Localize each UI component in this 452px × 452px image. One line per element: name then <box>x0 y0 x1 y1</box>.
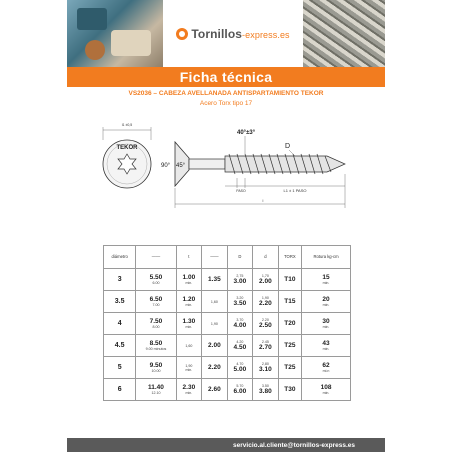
cell-rotura-value: 108 <box>320 384 332 391</box>
cell-col-D <box>227 313 253 335</box>
cell-col-t-value: min. <box>185 391 193 395</box>
thread-diameter-label: D <box>285 143 291 150</box>
cell-rotura-value: min. <box>322 347 330 351</box>
cell-col-3-value: 2.00 <box>208 342 221 349</box>
pitch-label: PASO <box>236 189 246 193</box>
header-photo-workshop <box>67 0 163 67</box>
cell-col-d <box>253 291 279 313</box>
cell-torx <box>278 313 301 335</box>
cell-col-d-value: 3.10 <box>259 366 272 373</box>
cell-diameter <box>104 269 136 291</box>
footer-bar <box>67 438 385 452</box>
header-col-d: d <box>253 246 279 269</box>
cell-torx-value: T25 <box>284 342 296 349</box>
cell-col-D <box>227 335 253 357</box>
cell-rotura-value: 30 <box>322 318 330 325</box>
cell-col-1-value: 12.10 <box>151 391 161 395</box>
cell-col-1-value: 6.50 <box>149 296 163 303</box>
cell-col-d <box>253 357 279 379</box>
cell-diameter <box>104 357 136 379</box>
cell-rotura <box>302 291 351 313</box>
cell-col-1-value: 9.00 minutos <box>145 347 167 351</box>
head-brand-text: TEKOR <box>116 145 138 151</box>
cell-col-t-value: min. <box>185 303 193 307</box>
cell-col-d-value: 1,90 <box>261 296 269 300</box>
cell-rotura-value: 20 <box>322 296 330 303</box>
cell-col-D <box>227 357 253 379</box>
cell-torx-value: T10 <box>284 276 296 283</box>
cell-col-D-value: 3.70 <box>236 318 244 322</box>
cell-col-D-value: 4.20 <box>236 340 244 344</box>
product-material: Acero Torx tipo 17 <box>199 100 253 107</box>
cell-col-d <box>253 313 279 335</box>
header-col-1: —— <box>136 246 176 269</box>
screw-thread <box>225 154 345 174</box>
table-row <box>104 379 351 401</box>
cell-col-t <box>176 335 202 357</box>
spec-table <box>103 245 351 401</box>
header-rotura: Rotura kg-cm <box>302 246 351 269</box>
header-torx: TORX <box>278 246 301 269</box>
cell-col-d <box>253 269 279 291</box>
cell-rotura-value: min. <box>322 391 330 395</box>
cell-torx <box>278 291 301 313</box>
cell-diameter <box>104 291 136 313</box>
cell-diameter-value: 6 <box>117 386 122 393</box>
cell-col-3-value: 1,60 <box>210 299 218 304</box>
title-bar <box>67 67 385 87</box>
header-banner <box>67 0 385 67</box>
cell-col-D-value: 3.50 <box>233 300 247 307</box>
cell-col-D-value: 6.00 <box>233 388 247 395</box>
cell-col-1-value: 7.50 <box>149 318 163 325</box>
cell-torx-value: T15 <box>284 298 296 305</box>
cell-rotura-value: mi.n <box>322 369 330 373</box>
cell-rotura <box>302 269 351 291</box>
cell-col-1-value: 8.50 <box>149 340 163 347</box>
cell-col-3-value: 2.20 <box>208 364 221 371</box>
cell-torx <box>278 357 301 379</box>
cell-rotura <box>302 357 351 379</box>
cell-col-t-value: 2.30 <box>182 384 196 391</box>
cell-col-d-value: 3.50 <box>261 384 269 388</box>
cell-rotura <box>302 335 351 357</box>
cell-col-D <box>227 379 253 401</box>
cell-col-3 <box>202 269 228 291</box>
head-angle-label: 90° <box>161 163 171 169</box>
cell-col-1-value: 5.50 <box>149 274 163 281</box>
cell-diameter <box>104 335 136 357</box>
table-row <box>104 357 351 379</box>
cell-col-3 <box>202 357 228 379</box>
cell-col-3-value: 1,90 <box>210 321 218 326</box>
cell-col-1-value: 9.50 <box>149 362 163 369</box>
cell-col-D-value: 3.20 <box>236 296 244 300</box>
brand-logo[interactable] <box>163 0 303 67</box>
cell-col-1 <box>136 379 176 401</box>
cell-col-1 <box>136 335 176 357</box>
cell-col-D-value: 5.00 <box>233 366 247 373</box>
cell-rotura-value: 15 <box>322 274 330 281</box>
cell-col-D <box>227 291 253 313</box>
cell-col-t <box>176 291 202 313</box>
cell-col-1-value: 10.00 <box>151 369 161 373</box>
header-diameter: diámetro <box>104 246 136 269</box>
cell-col-t-value: min. <box>185 281 193 285</box>
cell-col-d-value: 2.00 <box>259 278 272 285</box>
table-row <box>104 335 351 357</box>
cell-col-1 <box>136 357 176 379</box>
cell-col-D <box>227 269 253 291</box>
product-description: VS2036 – CABEZA AVELLANADA ANTISPARTAMIENTO TEKOR <box>128 90 324 97</box>
cell-col-t-value: min. <box>185 325 193 329</box>
thread-length-label: L1 ± 1 PASO <box>283 188 307 193</box>
cell-col-D-value: 3.00 <box>233 278 247 285</box>
cell-col-t-value: 1,60 <box>185 343 193 348</box>
cell-diameter-value: 3 <box>117 276 122 283</box>
cell-col-1-value: 8.00 <box>152 325 160 329</box>
cell-col-1 <box>136 269 176 291</box>
table-row <box>104 313 351 335</box>
header-col-t: t <box>176 246 202 269</box>
cell-col-d-value: 1,70 <box>261 274 269 278</box>
cell-col-t <box>176 313 202 335</box>
cell-col-D-value: 4.00 <box>233 322 247 329</box>
cell-col-D-value: 5.70 <box>236 384 244 388</box>
cell-col-3-value: 1.35 <box>208 276 221 283</box>
cell-torx <box>278 335 301 357</box>
cell-rotura-value: 62 <box>322 362 330 369</box>
header-col-D: D <box>227 246 253 269</box>
cell-col-d-value: 2.50 <box>259 322 272 329</box>
table-row <box>104 269 351 291</box>
footer-email-link[interactable]: servicio.al.cliente@tornillos-express.es <box>233 441 355 449</box>
cell-diameter <box>104 379 136 401</box>
screw-technical-drawing <box>95 112 360 217</box>
cell-diameter-value: 5 <box>117 364 122 371</box>
cell-col-d <box>253 335 279 357</box>
cell-col-3 <box>202 335 228 357</box>
cell-col-D-value: 2,75 <box>236 274 244 278</box>
cell-torx-value: T30 <box>284 386 296 393</box>
cell-col-3 <box>202 313 228 335</box>
cell-diameter-value: 4 <box>117 320 122 327</box>
cell-torx <box>278 269 301 291</box>
screw-shank <box>189 159 225 169</box>
cell-col-d-value: 2.70 <box>259 344 272 351</box>
overall-length-label: l <box>262 198 264 203</box>
table-header-row <box>104 246 351 269</box>
cell-diameter-value: 4.5 <box>114 342 125 349</box>
cell-rotura-value: min. <box>322 303 330 307</box>
cell-col-t-value: 1.30 <box>182 318 196 325</box>
head-dim-label: l1 ±0,5 <box>121 123 133 127</box>
cell-col-d-value: 2,80 <box>261 362 269 366</box>
cell-diameter-value: 3.5 <box>114 298 125 305</box>
cell-col-t <box>176 269 202 291</box>
cell-torx <box>278 379 301 401</box>
cell-rotura <box>302 313 351 335</box>
cell-col-t-value: min. <box>185 367 193 372</box>
page-title: Ficha técnica <box>179 69 273 85</box>
cell-col-t-value: 1,90 <box>185 363 193 368</box>
cell-col-D-value: 4.70 <box>236 362 244 366</box>
cell-col-d <box>253 379 279 401</box>
cell-col-1-value: 11.40 <box>148 384 164 391</box>
cell-col-1-value: 6.00 <box>152 281 160 285</box>
cell-col-d-value: 2.20 <box>259 300 272 307</box>
logo-icon <box>176 28 188 40</box>
header-photo-screws <box>303 0 385 67</box>
cell-torx-value: T20 <box>284 320 296 327</box>
cell-rotura-value: 43 <box>322 340 330 347</box>
header-col-3: —— <box>202 246 228 269</box>
cell-col-1 <box>136 291 176 313</box>
cell-torx-value: T25 <box>284 364 296 371</box>
cell-col-d-value: 3.80 <box>259 388 272 395</box>
cell-col-D-value: 4.50 <box>233 344 247 351</box>
tip-angle-label: 40°±3° <box>237 130 256 136</box>
logo-text: Tornillos-express.es <box>191 26 290 41</box>
cell-col-t-value: 1.20 <box>182 296 196 303</box>
cell-col-1 <box>136 313 176 335</box>
cell-col-3 <box>202 379 228 401</box>
cell-col-d-value: 2.45 <box>261 340 269 344</box>
cell-col-t <box>176 357 202 379</box>
cell-col-1-value: 7.00 <box>152 303 160 307</box>
cell-col-3 <box>202 291 228 313</box>
cell-col-t-value: 1.00 <box>182 274 196 281</box>
cell-col-3-value: 2.60 <box>208 386 221 393</box>
cell-rotura <box>302 379 351 401</box>
cell-rotura-value: min. <box>322 281 330 285</box>
cell-col-d-value: 2.20 <box>261 318 269 322</box>
table-row <box>104 291 351 313</box>
cell-col-t <box>176 379 202 401</box>
shank-angle-label: 45° <box>176 163 186 169</box>
cell-rotura-value: min. <box>322 325 330 329</box>
cell-diameter <box>104 313 136 335</box>
